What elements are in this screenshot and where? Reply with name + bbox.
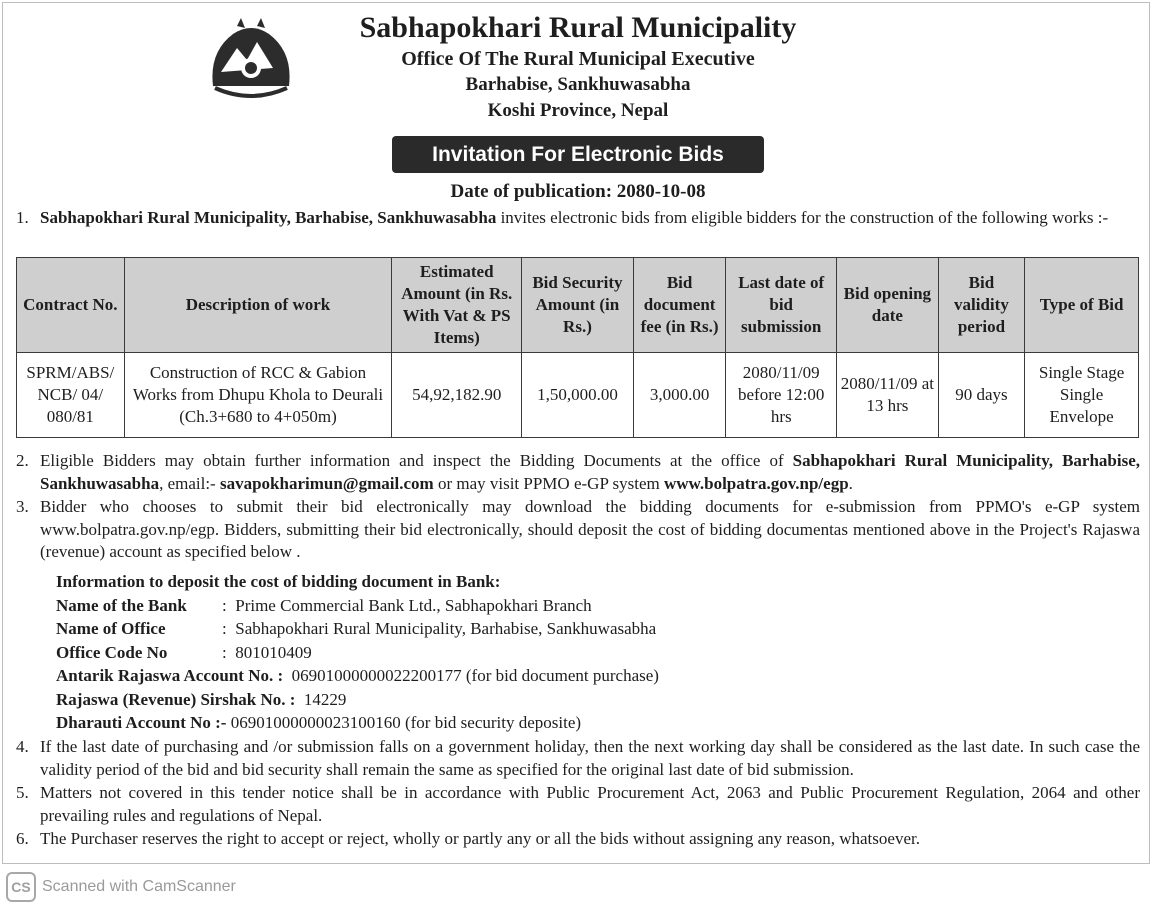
office-province: Koshi Province, Nepal xyxy=(487,100,669,121)
cell-bid-type: Single Stage Single Envelope xyxy=(1025,353,1139,438)
dharauti-account-value: 06901000000023100160 (for bid security deposite) xyxy=(230,713,582,732)
office-location: Barhabise, Sankhuwasabha xyxy=(465,74,691,95)
paragraph-5 xyxy=(16,782,1140,827)
office-name: Office Of The Rural Municipal Executive xyxy=(401,48,755,70)
dharauti-account-label: Dharauti Account No :- xyxy=(56,713,227,732)
cell-description: Construction of RCC & Gabion Works from Dhupu Khola to Deurali (Ch.3+680 to 4+050m) xyxy=(124,353,392,438)
municipality-title: Sabhapokhari Rural Municipality xyxy=(359,11,797,44)
antarik-account-value: 06901000000022200177 (for bid document purchase) xyxy=(291,666,659,685)
scanner-text: Scanned with CamScanner xyxy=(42,878,236,895)
cell-contract-no: SPRM/ABS/ NCB/ 04/ 080/81 xyxy=(17,353,125,438)
paragraph-text: . xyxy=(848,473,853,493)
nepal-emblem-icon xyxy=(203,12,299,100)
office-code-label: Office Code No xyxy=(56,642,168,662)
paragraph-1 xyxy=(16,207,1140,230)
header-estimated-amount: Estimated Amount (in Rs. With Vat & PS Items) xyxy=(392,258,522,353)
cell-opening-date: 2080/11/09 at 13 hrs xyxy=(837,353,939,438)
notice-banner: Invitation For Electronic Bids xyxy=(392,136,764,173)
cell-validity: 90 days xyxy=(938,353,1025,438)
bank-details: Information to deposit the cost of bidding document in Bank: Name of the Bank : Prime Commercial Bank Ltd., Sabhapokhari Branch Name of Office : Sabhapokhari Rural Municipality, Barhabise, Sankhuwasabha Office Code No : 801010409 Antarik Rajaswa Account No. : 06901000000022200177 (for bid document purchase) Rajaswa (Revenue) Sirshak No. : 14229 Dharauti Account No :- 06901000000023100160 (for bid security deposite) xyxy=(56,570,659,735)
paragraph-text: , email:- xyxy=(159,473,220,493)
paragraph-number: 2. xyxy=(16,451,29,470)
email-address: savapokharimun@gmail.com xyxy=(219,473,434,493)
cell-document-fee: 3,000.00 xyxy=(633,353,726,438)
table-row xyxy=(17,353,1139,438)
paragraph-bold-text: Sabhapokhari Rural Municipality, Barhabise, Sankhuwasabha xyxy=(40,208,497,227)
paragraph-4 xyxy=(16,736,1140,781)
office-name-value: Sabhapokhari Rural Municipality, Barhabise, Sankhuwasabha xyxy=(235,619,657,638)
header-document-fee: Bid document fee (in Rs.) xyxy=(633,258,726,353)
header-bid-security: Bid Security Amount (in Rs.) xyxy=(522,258,634,353)
office-code-value: 801010409 xyxy=(235,642,312,662)
office-name-label: Name of Office xyxy=(56,619,166,638)
office-header xyxy=(300,10,856,124)
cell-estimated-amount: 54,92,182.90 xyxy=(392,353,522,438)
paragraph-text: invites electronic bids from eligible bidders for the construction of the following works :- xyxy=(496,208,1109,227)
cell-last-date: 2080/11/09 before 12:00 hrs xyxy=(726,353,837,438)
paragraph-text: If the last date of purchasing and /or submission falls on a government holiday, then the next working day shall be considered as the last date. In such case the validity period of the bid and bid security shall remain the same as specified for the original last date of bid submission. xyxy=(40,737,1140,779)
paragraph-number: 1. xyxy=(16,208,29,227)
header-contract-no: Contract No. xyxy=(17,258,125,353)
antarik-account-label: Antarik Rajaswa Account No. : xyxy=(56,666,284,685)
paragraph-6 xyxy=(16,828,1140,851)
paragraph-number: 5. xyxy=(16,783,29,802)
paragraph-number: 3. xyxy=(16,497,29,516)
bank-name-label: Name of the Bank xyxy=(56,595,187,615)
bids-table xyxy=(16,257,1139,438)
sirshak-label: Rajaswa (Revenue) Sirshak No. : xyxy=(56,689,296,709)
paragraph-text: Eligible Bidders may obtain further information and inspect the Bidding Documents at the office of xyxy=(40,451,793,470)
table-header-row xyxy=(17,258,1139,353)
header-last-date: Last date of bid submission xyxy=(726,258,837,353)
publication-date: Date of publication: 2080-10-08 xyxy=(450,181,706,202)
paragraph-text: or may visit PPMO e-GP system xyxy=(433,473,664,493)
paragraph-3 xyxy=(16,496,1140,564)
paragraph-text: Matters not covered in this tender notice shall be in accordance with Public Procurement Act, 2063 and Public Procurement Regulation, 2064 and other prevailing rules and regulations of Nepal. xyxy=(40,783,1140,825)
header-opening-date: Bid opening date xyxy=(837,258,939,353)
paragraph-text: Bidder who chooses to submit their bid electronically may download the bidding documents for e-submission from PPMO's e-GP system www.bolpatra.gov.np/egp. Bidders, submitting their bid electronically, should deposit the cost of bidding documentas mentioned above in the Project's Rajaswa (revenue) account as specified below . xyxy=(40,497,1140,561)
paragraph-number: 6. xyxy=(16,829,29,848)
paragraph-text: The Purchaser reserves the right to accept or reject, wholly or partly any or all the bids without assigning any reason, whatsoever. xyxy=(40,829,920,848)
bank-name-value: Prime Commercial Bank Ltd., Sabhapokhari Branch xyxy=(235,595,592,615)
paragraph-number: 4. xyxy=(16,737,29,756)
sirshak-value: 14229 xyxy=(303,689,347,709)
cell-bid-security: 1,50,000.00 xyxy=(522,353,634,438)
camscanner-logo-icon: CS xyxy=(6,872,36,902)
office-name-bold: Sabhapokhari Rural Municipality, Barhabise, Sankhuwasabha xyxy=(40,451,1140,493)
header-description: Description of work xyxy=(124,258,392,353)
egp-url: www.bolpatra.gov.np/egp xyxy=(663,473,849,493)
header-bid-type: Type of Bid xyxy=(1025,258,1139,353)
scanner-watermark xyxy=(6,872,236,902)
header-validity: Bid validity period xyxy=(938,258,1025,353)
bank-heading: Information to deposit the cost of bidding document in Bank: xyxy=(56,572,501,591)
paragraph-2 xyxy=(16,450,1140,495)
